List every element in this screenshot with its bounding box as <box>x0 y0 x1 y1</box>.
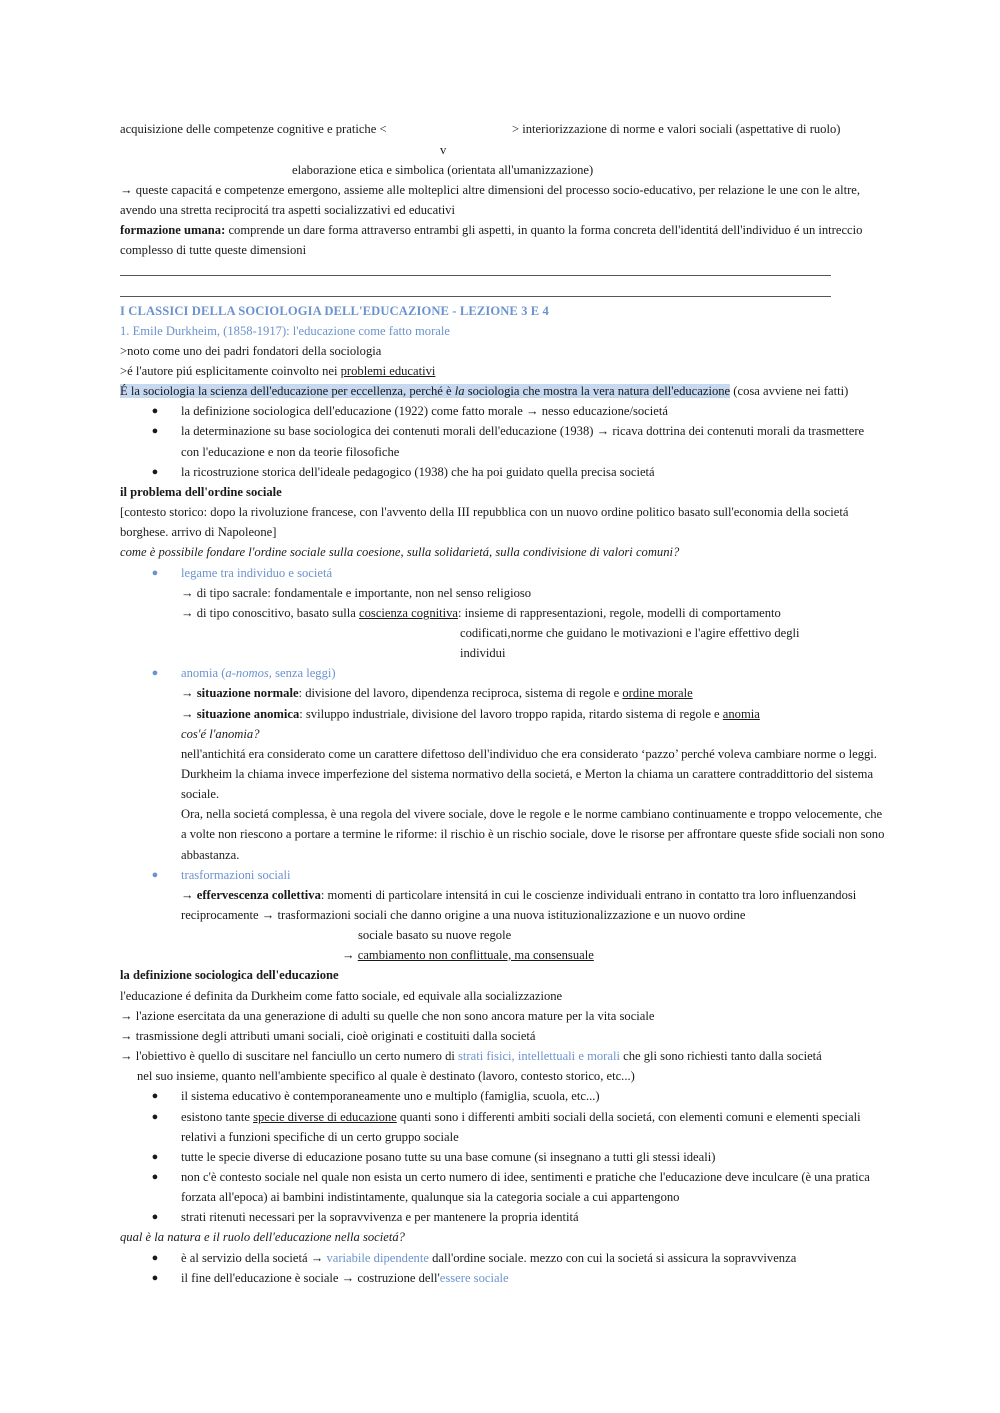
list-item: la ricostruzione storica dell'ideale pedagogico (1938) che ha poi guidato quella precisa societá <box>181 465 655 479</box>
text-line: → situazione anomica: sviluppo industriale, divisione del lavoro troppo rapida, ritardo sistema di regole e anomia <box>181 707 760 721</box>
text-line: individui <box>460 646 506 660</box>
question-line: come è possibile fondare l'ordine sociale sulla coesione, sulla solidarietá, sulla condivisione di valori comuni? <box>120 545 680 559</box>
text-line: complesso di tutte queste dimensioni <box>120 243 307 257</box>
list-item: è al servizio della societá → variabile dipendente dall'ordine sociale. mezzo con cui la societá si assicura la sopravvivenza <box>181 1251 797 1265</box>
subheading: 1. Emile Durkheim, (1858-1917): l'educazione come fatto morale <box>120 324 450 338</box>
question-line: qual è la natura e il ruolo dell'educazione nella societá? <box>120 1230 405 1244</box>
text-line: >noto come uno dei padri fondatori della sociologia <box>120 344 382 358</box>
text-line: nell'antichitá era considerato come un carattere difettoso dell'individuo che era considerato ‘pazzo’ perché voleva cambiare norme o leggi. <box>181 747 877 761</box>
text-line: > interiorizzazione di norme e valori sociali (aspettative di ruolo) <box>512 122 841 136</box>
list-item: non c'è contesto sociale nel quale non esista un certo numero di idee, sentimenti e pratiche che l'educazione deve inculcare (è una pratica <box>181 1170 870 1184</box>
list-item: esistono tante specie diverse di educazione quanti sono i differenti ambiti sociali della societá, con elementi comuni e elementi speciali <box>181 1110 861 1124</box>
list-item: legame tra individuo e societá <box>181 566 333 580</box>
question-line: cos'é l'anomia? <box>181 727 260 741</box>
bullet-icon: ● <box>151 466 159 478</box>
bullet-icon: ● <box>151 1111 159 1123</box>
text-line: l'educazione é definita da Durkheim come fatto sociale, ed equivale alla socializzazione <box>120 989 563 1003</box>
bullet-icon: ● <box>151 1211 159 1223</box>
divider <box>120 296 831 297</box>
text-line: abbastanza. <box>181 848 240 862</box>
list-item: tutte le specie diverse di educazione posano tutte su una base comune (si insegnano a tutti gli stessi ideali) <box>181 1150 716 1164</box>
bullet-icon: ● <box>151 1252 159 1264</box>
bullet-icon: ● <box>151 1151 159 1163</box>
text-line: Ora, nella societá complessa, è una regola del vivere sociale, dove le regole e le norme cambiano continuamente e troppo velocemente, che <box>181 807 883 821</box>
text-line: borghese. arrivo di Napoleone] <box>120 525 277 539</box>
bullet-icon: ● <box>151 869 159 881</box>
text-line: nel suo insieme, quanto nell'ambiente specifico al quale è destinato (lavoro, contesto storico, etc...) <box>137 1069 635 1083</box>
list-item: la determinazione su base sociologica dei contenuti morali dell'educazione (1938) → ricava dottrina dei contenuti morali da trasmettere <box>181 424 865 438</box>
bullet-icon: ● <box>151 567 159 579</box>
list-item: relativi a funzioni specifiche di un certo gruppo sociale <box>181 1130 459 1144</box>
bullet-icon: ● <box>151 425 159 437</box>
list-item: con l'educazione e non da teorie filosofiche <box>181 445 400 459</box>
bullet-icon: ● <box>151 1171 159 1183</box>
bold-heading: la definizione sociologica dell'educazione <box>120 968 339 982</box>
list-item: il fine dell'educazione è sociale → costruzione dell'essere sociale <box>181 1271 509 1285</box>
text-line: formazione umana: comprende un dare forma attraverso entrambi gli aspetti, in quanto la forma concreta dell'identitá dell'individuo é un intreccio <box>120 223 863 237</box>
arrow-down-letter: v <box>440 143 447 157</box>
list-item: trasformazioni sociali <box>181 868 291 882</box>
bullet-icon: ● <box>151 405 159 417</box>
list-item: strati ritenuti necessari per la sopravvivenza e per mantenere la propria identitá <box>181 1210 579 1224</box>
list-item: il sistema educativo è contemporaneamente uno e multiplo (famiglia, scuola, etc...) <box>181 1089 600 1103</box>
text-line: codificati,norme che guidano le motivazioni e l'agire effettivo degli <box>460 626 800 640</box>
text-line: sociale. <box>181 787 220 801</box>
text-line: a volte non riescono a portare a termine le riforme: il rischio è un rischio sociale, dove le risorse per affrontare queste sfide sociali non sono <box>181 827 885 841</box>
list-item: la definizione sociologica dell'educazione (1922) come fatto morale → nesso educazione/societá <box>181 404 668 418</box>
text-line: → di tipo conoscitivo, basato sulla coscienza cognitiva: insieme di rappresentazioni, regole, modelli di comportamento <box>181 606 781 620</box>
text-line: >é l'autore piú esplicitamente coinvolto nei problemi educativi <box>120 364 436 378</box>
text-line: → trasmissione degli attributi umani sociali, cioè originati e costituiti dalla societá <box>120 1029 536 1043</box>
bullet-icon: ● <box>151 1272 159 1284</box>
text-line: → queste capacitá e competenze emergono, assieme alle molteplici altre dimensioni del processo socio-educativo, per relazione le une con le altre, <box>120 183 861 197</box>
text-line: acquisizione delle competenze cognitive e pratiche < <box>120 122 387 136</box>
text-line: → di tipo sacrale: fondamentale e importante, non nel senso religioso <box>181 586 532 600</box>
text-line: → l'azione esercitata da una generazione di adulti su quelle che non sono ancora mature per la vita sociale <box>120 1009 655 1023</box>
section-heading: I CLASSICI DELLA SOCIOLOGIA DELL'EDUCAZIONE - LEZIONE 3 E 4 <box>120 304 549 318</box>
text-line: → cambiamento non conflittuale, ma consensuale <box>342 948 594 962</box>
bullet-icon: ● <box>151 1090 159 1102</box>
text-line: sociale basato su nuove regole <box>358 928 512 942</box>
text-line: → situazione normale: divisione del lavoro, dipendenza reciproca, sistema di regole e ordine morale <box>181 686 693 700</box>
text-line: elaborazione etica e simbolica (orientata all'umanizzazione) <box>292 163 594 177</box>
list-item: forzata all'epoca) ai bambini indistintamente, qualunque sia la categoria sociale a cui appartengono <box>181 1190 680 1204</box>
text-line: → l'obiettivo è quello di suscitare nel fanciullo un certo numero di strati fisici, intellettuali e morali che gli sono richiesti tanto dalla societá <box>120 1049 822 1063</box>
text-line: → effervescenza collettiva: momenti di particolare intensitá in cui le coscienze individuali entrano in contatto tra loro influenzandosi <box>181 888 857 902</box>
bold-heading: il problema dell'ordine sociale <box>120 485 282 499</box>
divider <box>120 275 831 276</box>
highlighted-line: É la sociologia la scienza dell'educazione per eccellenza, perché è la sociologia che mostra la vera natura dell'educazione (cosa avviene nei fatti) <box>120 384 849 398</box>
text-line: [contesto storico: dopo la rivoluzione francese, con l'avvento della III repubblica con un nuovo ordine politico basato sull'economia della societá <box>120 505 849 519</box>
list-item: anomia (a-nomos, senza leggi) <box>181 666 336 680</box>
text-line: Durkheim la chiama invece imperfezione del sistema normativo della societá, e Merton la chiama un carattere contraddittorio del sistema <box>181 767 874 781</box>
text-line: reciprocamente → trasformazioni sociali che danno origine a una nuova istituzionalizzazione e un nuovo ordine <box>181 908 746 922</box>
bullet-icon: ● <box>151 667 159 679</box>
text-line: avendo una stretta reciprocitá tra aspetti socializzativi ed educativi <box>120 203 455 217</box>
